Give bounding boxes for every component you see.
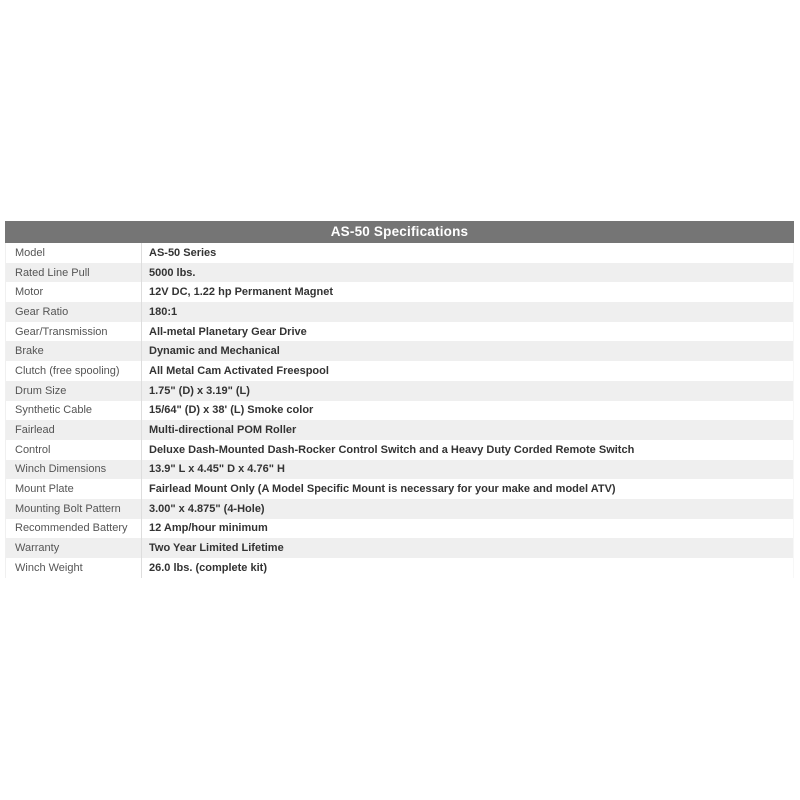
spec-label: Motor — [6, 282, 142, 302]
spec-table — [5, 221, 794, 578]
spec-value: Multi-directional POM Roller — [149, 424, 297, 437]
spec-value: Two Year Limited Lifetime — [149, 542, 284, 555]
table-row — [6, 282, 793, 302]
spec-value: 180:1 — [149, 305, 178, 318]
spec-value: 5000 lbs. — [149, 266, 196, 279]
table-row — [6, 302, 793, 322]
spec-label: Clutch (free spooling) — [6, 361, 142, 381]
table-row — [6, 341, 793, 361]
spec-value: 26.0 lbs. (complete kit) — [149, 561, 267, 574]
spec-label: Recommended Battery — [6, 519, 142, 539]
spec-value: 12 Amp/hour minimum — [149, 522, 268, 535]
spec-value: 13.9" L x 4.45" D x 4.76" H — [149, 463, 285, 476]
spec-label: Brake — [6, 341, 142, 361]
spec-label: Mounting Bolt Pattern — [6, 499, 142, 519]
spec-label: Synthetic Cable — [6, 401, 142, 421]
table-title: AS-50 Specifications — [5, 221, 794, 243]
spec-value: All Metal Cam Activated Freespool — [149, 364, 329, 377]
spec-label: Mount Plate — [6, 479, 142, 499]
spec-label: Gear/Transmission — [6, 322, 142, 342]
table-row — [6, 440, 793, 460]
spec-value: 12V DC, 1.22 hp Permanent Magnet — [149, 286, 333, 299]
spec-label: Model — [6, 243, 142, 263]
spec-label: Control — [6, 440, 142, 460]
spec-label: Fairlead — [6, 420, 142, 440]
table-row — [6, 322, 793, 342]
table-row — [6, 519, 793, 539]
spec-value: 1.75" (D) x 3.19" (L) — [149, 384, 250, 397]
table-row — [6, 361, 793, 381]
table-row — [6, 243, 793, 263]
table-row — [6, 401, 793, 421]
table-row — [6, 263, 793, 283]
spec-label: Gear Ratio — [6, 302, 142, 322]
spec-label: Winch Weight — [6, 558, 142, 578]
table-row — [6, 558, 793, 578]
table-row — [6, 479, 793, 499]
table-row — [6, 420, 793, 440]
spec-label: Winch Dimensions — [6, 460, 142, 480]
table-row — [6, 381, 793, 401]
spec-value: 15/64" (D) x 38' (L) Smoke color — [149, 404, 314, 417]
spec-value: Deluxe Dash-Mounted Dash-Rocker Control Switch and a Heavy Duty Corded Remote Switch — [149, 443, 635, 456]
table-row — [6, 460, 793, 480]
spec-value: AS-50 Series — [149, 246, 217, 259]
spec-value: Fairlead Mount Only (A Model Specific Mount is necessary for your make and model ATV) — [149, 483, 616, 496]
table-row — [6, 538, 793, 558]
table-row — [6, 499, 793, 519]
spec-table-body — [5, 243, 794, 578]
spec-label: Warranty — [6, 538, 142, 558]
spec-label: Rated Line Pull — [6, 263, 142, 283]
spec-label: Drum Size — [6, 381, 142, 401]
spec-value: 3.00" x 4.875" (4-Hole) — [149, 502, 265, 515]
spec-value: Dynamic and Mechanical — [149, 345, 280, 358]
spec-value: All-metal Planetary Gear Drive — [149, 325, 307, 338]
